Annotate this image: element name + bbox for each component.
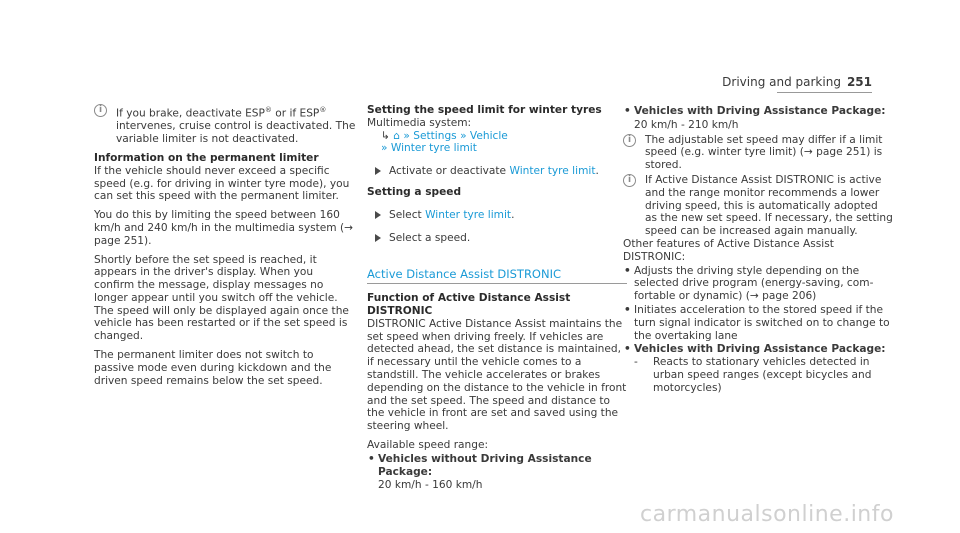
menu-path-line2	[367, 142, 627, 155]
system-label: Multimedia system:	[367, 116, 472, 129]
path-arrow-icon: ↳	[381, 129, 390, 142]
paragraph: The permanent limiter does not switch to passive mode even during kickdown and the driven speed remains below the set speed.	[94, 349, 332, 387]
step-item: Select a speed.	[367, 232, 627, 245]
step-item: Activate or deactivate Winter tyre limit.	[367, 165, 627, 178]
step-arrow-icon	[375, 234, 381, 242]
list-item: • Adjusts the driving style depending on the selected drive program (energy-saving, comfortable or dynamic) (→ page 206)	[624, 264, 874, 303]
list-item-value: 20 km/h - 210 km/h	[634, 118, 739, 131]
menu-path-settings: Settings	[413, 129, 457, 142]
paragraph: Shortly before the set speed is reached, it appears in the driver's display. When you confirm the message, display messages no longer appear until you switch off the vehicle. The speed will only be displayed again once the vehicle has been restarted or if the set speed is changed.	[94, 253, 349, 343]
list-item-value: 20 km/h - 160 km/h	[378, 479, 483, 492]
column-middle	[367, 104, 627, 492]
list-item: • Initiates acceleration to the stored speed if the turn signal indicator is switched on to change to the overtaking lane	[624, 303, 890, 342]
list-item: • Vehicles with Driving Assistance Package:	[624, 343, 886, 356]
features-label: Other features of Active Distance Assist DISTRONIC:	[623, 237, 834, 263]
column-right	[623, 104, 893, 395]
menu-path-vehicle: Vehicle	[469, 129, 508, 142]
page-header	[722, 75, 872, 89]
heading-permanent-limiter: Information on the permanent limiter	[94, 151, 319, 164]
double-chevron-icon: »	[381, 142, 388, 155]
list-item: • Vehicles without Driving Assistance Package:	[368, 452, 592, 478]
section-title: Active Distance Assist DISTRONIC	[367, 268, 627, 284]
heading-setting-speed: Setting a speed	[367, 185, 462, 198]
double-chevron-icon: »	[460, 129, 467, 142]
menu-path-winter-tyre-limit: Winter tyre limit	[390, 142, 477, 155]
info-icon: i	[623, 174, 636, 187]
home-icon: ⌂	[393, 129, 400, 142]
step-item: Select Winter tyre limit.	[367, 209, 627, 222]
column-left	[94, 104, 356, 387]
sub-list-item: - Reacts to stationary vehicles detected in urban speed ranges (except bicycles and motorcycles)	[634, 356, 872, 394]
paragraph: If the vehicle should never exceed a specific speed (e.g. for driving in winter tyre mode), you can set this speed with the permanent limiter.	[94, 164, 350, 203]
info-note: i If you brake, deactivate ESP® or if ESP® intervenes, cruise control is deactivated. The variable limiter is not deactivated.	[94, 104, 356, 146]
page-number: 251	[846, 75, 872, 89]
heading-function: Function of Active Distance Assist DISTRONIC	[367, 292, 571, 317]
menu-path	[367, 130, 627, 143]
step-arrow-icon	[375, 211, 381, 219]
paragraph: You do this by limiting the speed between 160 km/h and 240 km/h in the multimedia system (→ page 251).	[94, 209, 353, 247]
header-rule	[777, 92, 872, 93]
double-chevron-icon: »	[403, 129, 410, 142]
range-label: Available speed range:	[367, 438, 489, 451]
info-note: i If Active Distance Assist DISTRONIC is active and the range monitor recommends a lower driving speed, this is automatically adopted as the new set speed. If necessary, the setting speed can be increased again manually.	[623, 174, 893, 238]
step-arrow-icon	[375, 167, 381, 175]
paragraph: DISTRONIC Active Distance Assist maintains the set speed when driving freely. If vehicles are detected ahead, the set distance is maintained, if necessary until the vehicle comes to a standstill. The vehicle accelerates or brakes depending on the distance to the vehicle in front and the set speed. The speed and distance to the vehicle in front are set and saved using the steering wheel.	[367, 317, 627, 433]
watermark: carmanualsonline.info	[640, 502, 894, 527]
info-note: i The adjustable set speed may differ if a limit speed (e.g. winter tyre limit) (→ page 251) is stored.	[623, 134, 893, 172]
info-icon: i	[623, 134, 636, 147]
heading-winter-tyres: Setting the speed limit for winter tyres	[367, 104, 602, 116]
list-item: • Vehicles with Driving Assistance Package:	[624, 105, 886, 117]
info-icon: i	[94, 104, 107, 117]
header-title: Driving and parking	[722, 75, 841, 89]
